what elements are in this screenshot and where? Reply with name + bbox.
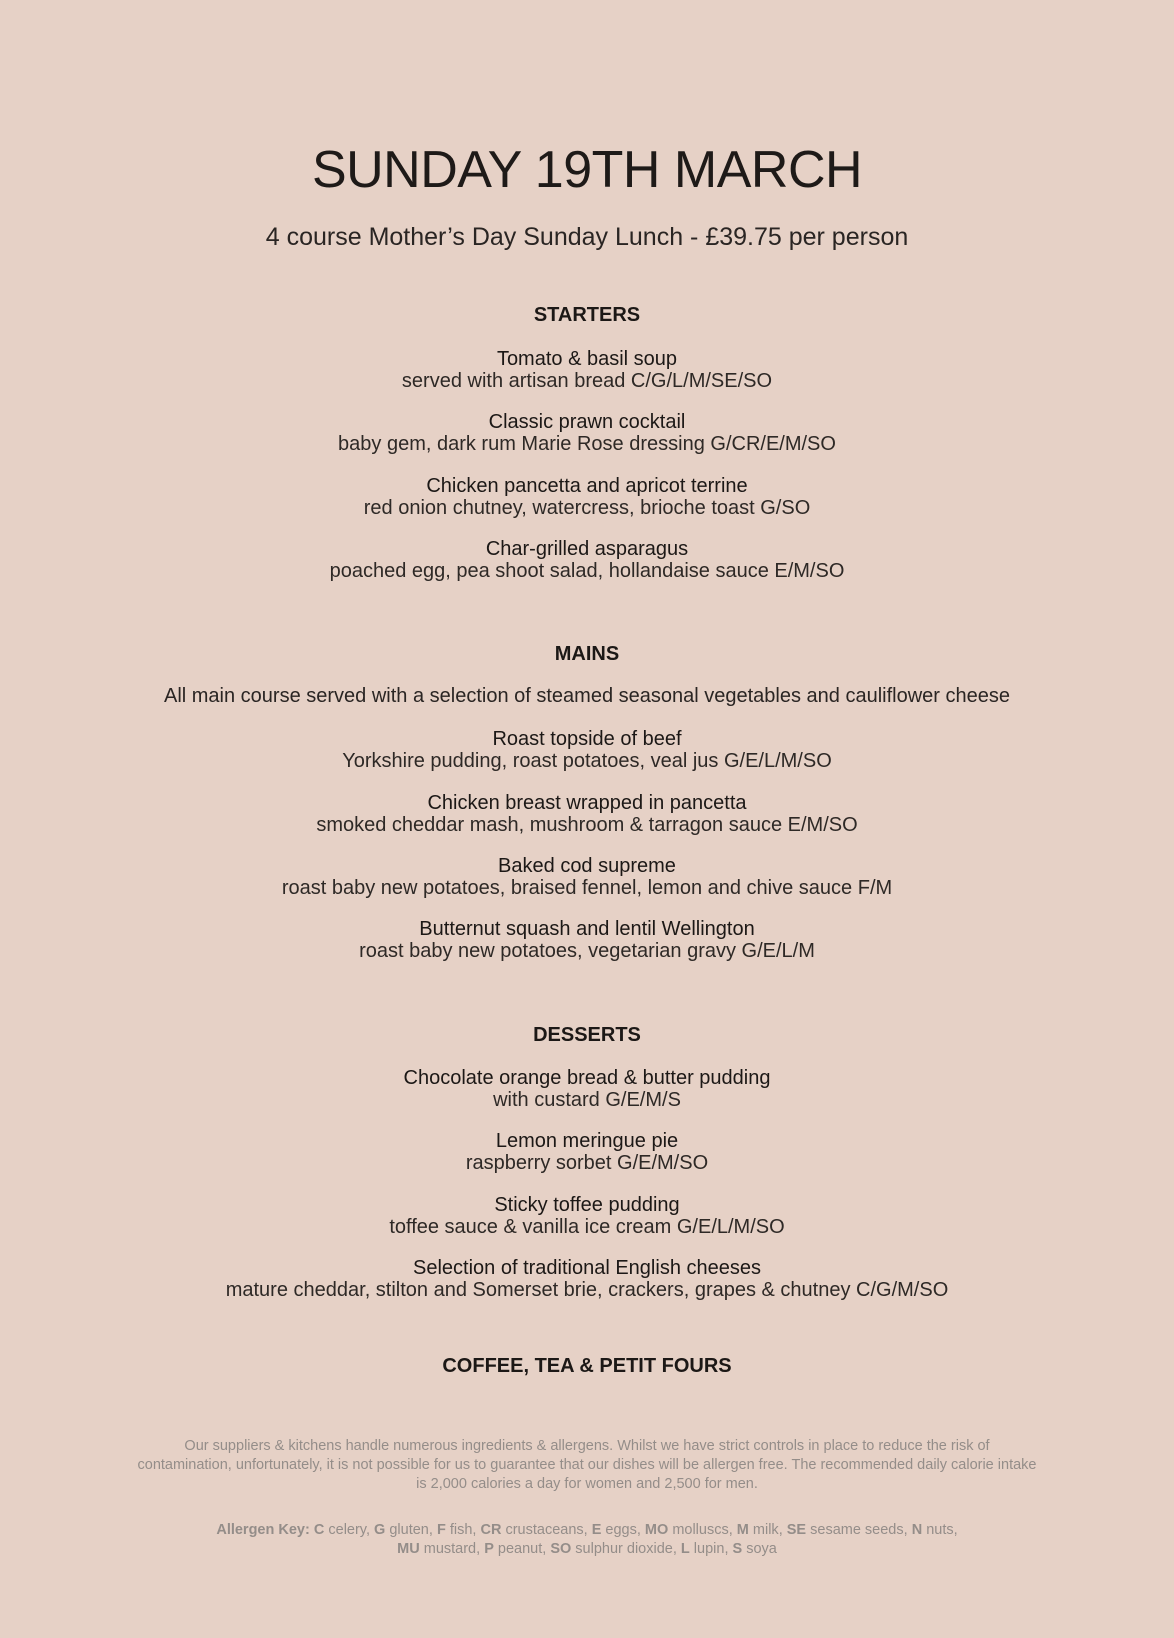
dish-description: baby gem, dark rum Marie Rose dressing G/CR/E/M/SO [338,433,836,455]
main-item [0,855,1174,899]
starter-item [0,475,1174,519]
allergen-code: G [374,1522,386,1538]
page-subtitle: 4 course Mother’s Day Sunday Lunch - £39.75 per person [265,223,909,251]
allergen-name: gluten [389,1522,429,1538]
allergen-code: S [732,1541,743,1557]
allergen-code: C [313,1522,325,1538]
main-item [0,728,1174,772]
coffee-heading: COFFEE, TEA & PETIT FOURS [442,1355,732,1377]
dish-name: Char-grilled asparagus [485,538,689,560]
allergen-code: M [736,1522,749,1538]
dish-description: roast baby new potatoes, vegetarian gravy G/E/L/M [359,940,815,962]
allergen-code: E [591,1522,602,1538]
allergen-name: soya [746,1541,777,1557]
allergen-name: lupin [693,1541,725,1557]
dish-name: Sticky toffee pudding [494,1194,680,1216]
desserts-heading: DESSERTS [533,1024,641,1046]
mains-note: All main course served with a selection of steamed seasonal vegetables and cauliflower cheese [163,685,1011,707]
allergen-name: mustard [423,1541,477,1557]
dish-name: Chicken breast wrapped in pancetta [427,792,747,814]
dish-name: Baked cod supreme [498,855,676,877]
allergen-code: SE [786,1522,807,1538]
dish-name: Butternut squash and lentil Wellington [419,918,755,940]
dish-description: mature cheddar, stilton and Somerset brie, crackers, grapes & chutney C/G/M/SO [225,1279,949,1301]
dessert-item [0,1257,1174,1301]
allergen-code: F [436,1522,446,1538]
dish-name: Lemon meringue pie [495,1130,679,1152]
dish-description: red onion chutney, watercress, brioche toast G/SO [363,497,811,519]
allergen-name: milk [752,1522,779,1538]
dish-description: served with artisan bread C/G/L/M/SE/SO [401,370,773,392]
dish-description: smoked cheddar mash, mushroom & tarragon sauce E/M/SO [316,814,858,836]
allergen-code: N [911,1522,923,1538]
allergen-name: peanut [497,1541,543,1557]
page-title: SUNDAY 19TH MARCH [311,141,863,199]
allergen-name: molluscs [672,1522,729,1538]
dish-name: Classic prawn cocktail [488,411,686,433]
allergen-name: nuts [926,1522,954,1538]
dish-name: Tomato & basil soup [496,348,678,370]
allergen-code: L [680,1541,690,1557]
allergen-code: CR [480,1522,502,1538]
starter-item [0,411,1174,455]
dish-description: Yorkshire pudding, roast potatoes, veal jus G/E/L/M/SO [342,750,832,772]
dish-description: poached egg, pea shoot salad, hollandaise sauce E/M/SO [329,560,845,582]
dessert-item [0,1130,1174,1174]
starters-heading: STARTERS [533,304,641,326]
allergen-code: P [484,1541,494,1557]
main-item [0,792,1174,836]
allergen-name: sulphur dioxide [575,1541,673,1557]
starter-item [0,538,1174,582]
allergen-name: eggs [605,1522,637,1538]
main-item [0,918,1174,962]
dish-name: Chicken pancetta and apricot terrine [426,475,748,497]
allergen-disclaimer: Our suppliers & kitchens handle numerous ingredients & allergens. Whilst we have strict controls in place to reduce the risk of contamination, unfortunately, it is not possible for us to guarantee that our dishes will be allergen free. The recommended daily calorie intake is 2,000 calories a day for women and 2,500 for men. [137,1438,1037,1492]
allergen-code: SO [550,1541,572,1557]
allergen-name: crustaceans [505,1522,584,1538]
dessert-item [0,1194,1174,1238]
allergen-name: celery [328,1522,366,1538]
starter-item [0,348,1174,392]
mains-heading: MAINS [554,643,620,665]
allergen-key-label: Allergen Key: [216,1522,310,1538]
allergen-code: MU [397,1541,420,1557]
dish-description: roast baby new potatoes, braised fennel, lemon and chive sauce F/M [281,877,893,899]
dish-description: with custard G/E/M/S [493,1089,681,1111]
dish-name: Roast topside of beef [492,728,682,750]
allergen-name: fish [449,1522,473,1538]
dish-description: raspberry sorbet G/E/M/SO [465,1152,709,1174]
allergen-key: Allergen Key: C celery, G gluten, F fish, CR crustaceans, E eggs, MO molluscs, M milk, SE sesame seeds, N nuts, MU mustard, P peanut, SO sulphur dioxide, L lupin, S soya [216,1522,958,1557]
allergen-code: MO [644,1522,669,1538]
dish-description: toffee sauce & vanilla ice cream G/E/L/M/SO [389,1216,785,1238]
allergen-name: sesame seeds [810,1522,904,1538]
dessert-item [0,1067,1174,1111]
dish-name: Selection of traditional English cheeses [413,1257,761,1279]
dish-name: Chocolate orange bread & butter pudding [403,1067,771,1089]
